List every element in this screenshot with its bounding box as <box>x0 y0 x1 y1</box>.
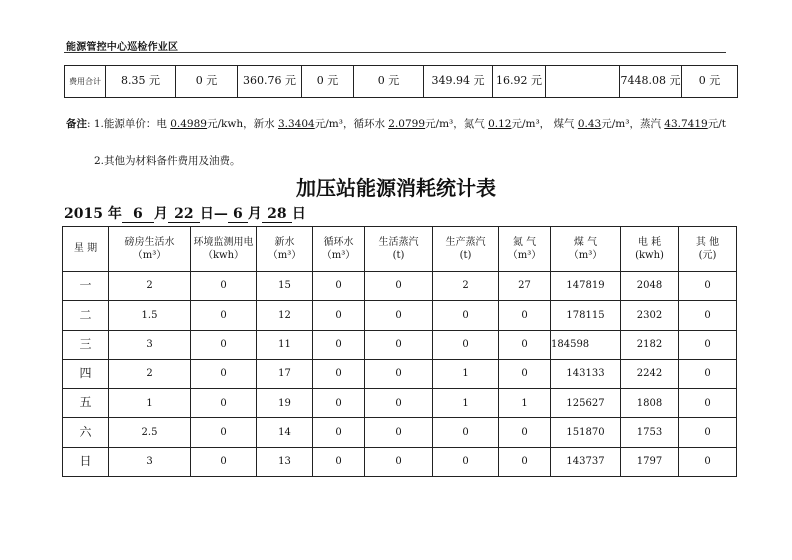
table-cell: 0 <box>433 447 499 476</box>
period-text: 月 <box>153 206 168 222</box>
column-header-name: 环境监测用电 <box>193 236 254 248</box>
column-header <box>109 227 191 272</box>
price-gas: 0.43 <box>577 118 602 130</box>
table-cell: 0 <box>679 447 737 476</box>
table-cell: 19 <box>257 389 313 418</box>
column-header <box>621 227 679 272</box>
column-header-unit: （m³） <box>321 250 356 261</box>
notes-line-1 <box>66 115 736 133</box>
column-header <box>499 227 551 272</box>
column-header-name: 生活蒸汽 <box>378 236 419 248</box>
weekday-cell: 五 <box>63 389 109 418</box>
cost-summary-table <box>64 65 738 98</box>
table-body <box>63 272 737 477</box>
table-cell: 143133 <box>551 359 621 388</box>
table-cell: 2182 <box>621 330 679 359</box>
column-header-name: 磅房生活水 <box>124 236 175 248</box>
table-cell: 0 <box>313 447 365 476</box>
weekday-cell: 三 <box>63 330 109 359</box>
column-header-unit: (元) <box>698 250 717 261</box>
table-row <box>63 330 737 359</box>
price-water: 3.3404 <box>277 118 315 130</box>
table-cell: 3 <box>109 447 191 476</box>
table-cell: 2 <box>109 359 191 388</box>
cost-cell: 349.94 元 <box>424 66 493 98</box>
period-text: 日— <box>199 206 228 222</box>
notes-line-2: 2.其他为材料备件费用及油费。 <box>94 155 241 167</box>
table-cell: 147819 <box>551 272 621 301</box>
table-cell: 13 <box>257 447 313 476</box>
table-cell: 3 <box>109 330 191 359</box>
column-header-name: 其 他 <box>695 236 720 248</box>
period-day-end: 28 <box>262 206 292 223</box>
table-cell: 2.5 <box>109 418 191 447</box>
weekday-cell: 一 <box>63 272 109 301</box>
table-cell: 0 <box>365 330 433 359</box>
energy-consumption-table <box>62 226 737 477</box>
header-divider <box>64 52 726 53</box>
cost-summary-label: 费用合计 <box>65 66 106 98</box>
table-cell: 2048 <box>621 272 679 301</box>
price-circulating-water: 2.0799 <box>388 118 426 130</box>
table-cell: 0 <box>499 418 551 447</box>
price-electric: 0.4989 <box>170 118 207 130</box>
notes-text: 元/m³，氮气 <box>425 118 489 130</box>
cost-cell: 0 元 <box>354 66 424 98</box>
table-row <box>63 389 737 418</box>
table-cell: 1797 <box>621 447 679 476</box>
table-cell: 0 <box>679 301 737 330</box>
table-row <box>63 272 737 301</box>
column-header <box>63 227 109 272</box>
weekday-cell: 六 <box>63 418 109 447</box>
table-cell: 0 <box>365 359 433 388</box>
table-cell: 14 <box>257 418 313 447</box>
table-cell: 15 <box>257 272 313 301</box>
table-cell: 1 <box>433 359 499 388</box>
table-cell: 0 <box>499 447 551 476</box>
column-header <box>433 227 499 272</box>
notes-text: 元/m³，循环水 <box>314 118 389 130</box>
period-text: 年 <box>107 206 122 222</box>
column-header <box>551 227 621 272</box>
table-cell: 1.5 <box>109 301 191 330</box>
column-header-unit: （kwh） <box>202 250 245 261</box>
table-cell: 151870 <box>551 418 621 447</box>
column-header-name: 星 期 <box>73 243 98 255</box>
table-cell: 0 <box>679 272 737 301</box>
table-cell: 2 <box>109 272 191 301</box>
table-cell: 0 <box>679 330 737 359</box>
column-header <box>679 227 737 272</box>
table-cell: 0 <box>191 301 257 330</box>
weekday-cell: 二 <box>63 301 109 330</box>
table-cell: 178115 <box>551 301 621 330</box>
column-header-unit: （m³） <box>132 250 167 261</box>
table-cell: 1808 <box>621 389 679 418</box>
table-cell: 0 <box>191 418 257 447</box>
table-cell: 0 <box>365 418 433 447</box>
table-cell: 0 <box>433 301 499 330</box>
table-cell: 0 <box>313 418 365 447</box>
table-cell: 0 <box>499 330 551 359</box>
table-cell: 1753 <box>621 418 679 447</box>
table-cell: 0 <box>191 359 257 388</box>
cost-cell: 0 元 <box>302 66 354 98</box>
table-cell: 1 <box>433 389 499 418</box>
page-title: 加压站能源消耗统计表 <box>296 176 496 200</box>
cost-cell: 360.76 元 <box>238 66 302 98</box>
column-header <box>257 227 313 272</box>
notes-text: 元/m³，蒸汽 <box>601 118 665 130</box>
notes-text: : 1.能源单价：电 <box>87 118 171 130</box>
notes-label: 备注 <box>66 118 87 130</box>
period-day-start: 22 <box>168 206 200 223</box>
table-cell: 0 <box>313 359 365 388</box>
cost-cell: 8.35 元 <box>106 66 176 98</box>
table-cell: 1 <box>109 389 191 418</box>
table-cell: 27 <box>499 272 551 301</box>
column-header-unit: (t) <box>392 250 405 261</box>
price-nitrogen: 0.12 <box>488 118 512 130</box>
table-row <box>63 447 737 476</box>
table-cell: 125627 <box>551 389 621 418</box>
table-row <box>63 359 737 388</box>
column-header-name: 生产蒸汽 <box>445 236 486 248</box>
notes-text: 元/t <box>707 118 726 130</box>
table-cell: 2242 <box>621 359 679 388</box>
period-text: 日 <box>291 206 306 222</box>
column-header-unit: （m³） <box>568 250 603 261</box>
weekday-cell: 四 <box>63 359 109 388</box>
column-header-name: 新水 <box>274 236 295 248</box>
table-cell: 11 <box>257 330 313 359</box>
period-month-end: 6 <box>228 206 248 223</box>
table-cell: 0 <box>191 447 257 476</box>
table-cell: 2 <box>433 272 499 301</box>
table-cell: 0 <box>313 330 365 359</box>
cost-summary-row <box>65 66 738 98</box>
column-header-name: 氮 气 <box>512 236 537 248</box>
price-steam: 43.7419 <box>664 118 708 130</box>
table-cell: 17 <box>257 359 313 388</box>
table-header-row <box>63 227 737 272</box>
column-header-unit: (kwh) <box>635 250 664 261</box>
cost-cell <box>546 66 620 98</box>
cost-cell: 0 元 <box>176 66 238 98</box>
table-cell: 0 <box>679 389 737 418</box>
cost-cell: 7448.08 元 <box>620 66 682 98</box>
table-cell: 0 <box>499 359 551 388</box>
column-header-unit: （m³） <box>267 250 302 261</box>
table-cell: 0 <box>191 272 257 301</box>
column-header-unit: （m³） <box>507 250 542 261</box>
table-cell: 0 <box>365 447 433 476</box>
table-cell: 0 <box>365 389 433 418</box>
table-cell: 0 <box>191 389 257 418</box>
column-header <box>365 227 433 272</box>
table-cell: 1 <box>499 389 551 418</box>
table-cell: 0 <box>679 418 737 447</box>
period-month-start: 6 <box>122 206 154 223</box>
table-cell: 0 <box>313 389 365 418</box>
column-header <box>313 227 365 272</box>
notes-text: 元/kwh，新水 <box>206 118 278 130</box>
table-cell: 2302 <box>621 301 679 330</box>
column-header-name: 循环水 <box>323 236 354 248</box>
period-year: 2015 <box>64 206 103 222</box>
table-cell: 0 <box>499 301 551 330</box>
table-cell: 184598 <box>551 330 621 359</box>
cost-cell: 16.92 元 <box>493 66 546 98</box>
column-header <box>191 227 257 272</box>
column-header-unit: (t) <box>459 250 472 261</box>
column-header-name: 煤 气 <box>573 236 598 248</box>
table-cell: 0 <box>365 301 433 330</box>
page-header-title: 能源管控中心巡检作业区 <box>66 42 179 53</box>
table-cell: 12 <box>257 301 313 330</box>
table-cell: 0 <box>191 330 257 359</box>
date-range <box>64 203 306 223</box>
cost-cell: 0 元 <box>682 66 738 98</box>
table-cell: 0 <box>313 272 365 301</box>
column-header-name: 电 耗 <box>637 236 662 248</box>
table-cell: 143737 <box>551 447 621 476</box>
table-row <box>63 301 737 330</box>
table-row <box>63 418 737 447</box>
notes-text: 元/m³， 煤气 <box>511 118 578 130</box>
table-cell: 0 <box>433 418 499 447</box>
table-cell: 0 <box>365 272 433 301</box>
table-cell: 0 <box>433 330 499 359</box>
weekday-cell: 日 <box>63 447 109 476</box>
table-cell: 0 <box>313 301 365 330</box>
table-cell: 0 <box>679 359 737 388</box>
period-text: 月 <box>247 206 262 222</box>
